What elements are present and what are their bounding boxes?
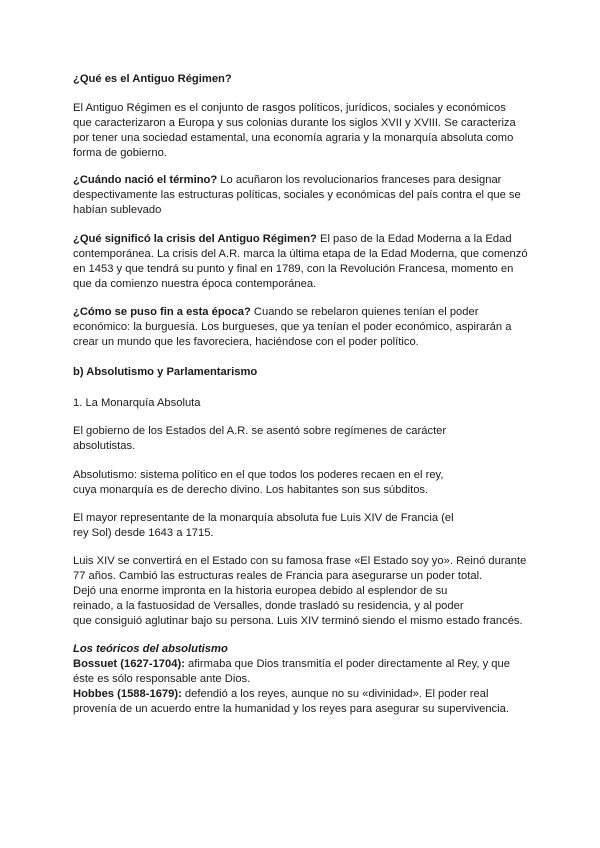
text-line: en 1453 y que tendrá su punto y final en 1789, con la Revolución Francesa, momento en [73, 263, 514, 275]
text-line: El Antiguo Régimen es el conjunto de rasgos políticos, jurídicos, sociales y económicos [73, 102, 506, 114]
answer-start: Cuando se rebelaron quienes tenían el poder [250, 306, 479, 318]
text-line: Luis XIV se convertirá en el Estado con su famosa frase «El Estado soy yo». Reinó durante [73, 555, 527, 567]
question-origin-term: ¿Cuándo nació el término? [73, 174, 218, 186]
text-line: cuya monarquía es de derecho divino. Los habitantes son sus súbditos. [73, 484, 429, 496]
text-line: Absolutismo: sistema político en el que todos los poderes recaen en el rey, [73, 469, 444, 481]
paragraph-luis-xiv [73, 511, 454, 541]
text-line: forma de gobierno. [73, 147, 167, 159]
question-end-of-era: ¿Cómo se puso fin a esta época? [73, 306, 251, 318]
text-line: que da comienzo nuestra época contemporánea. [73, 278, 317, 290]
paragraph-teoricos [73, 657, 510, 717]
text-line: reinado, a la fastuosidad de Versalles, donde trasladó su residencia, y al poder [73, 600, 464, 612]
text-line [73, 657, 510, 672]
text-line: absolutistas. [73, 440, 136, 452]
text-line: Dejó una enorme impronta en la historia europea debido al esplendor de su [73, 585, 448, 597]
paragraph-absolutismo-def [73, 468, 443, 498]
bossuet-text: afirmaba que Dios transmitía el poder directamente al Rey, y que [184, 658, 510, 670]
text-line: por tener una sociedad estamental, una economía agraria y la monarquía absoluta como [73, 132, 514, 144]
text-line [73, 305, 511, 320]
hobbes-text: defendió a los reyes, aunque no su «divinidad». El poder real [181, 688, 489, 700]
heading-monarquia-absoluta: 1. La Monarquía Absoluta [73, 397, 201, 409]
text-line: habían sublevado [73, 204, 162, 216]
text-line [73, 173, 521, 188]
text-line: 77 años. Cambió las estructuras reales de Francia para asegurarse un poder total. [73, 570, 483, 582]
text-line: éste es sólo responsable ante Dios. [73, 673, 251, 685]
text-line: que consiguió aglutinar bajo su persona. Luis XIV terminó siendo el mismo estado francés. [73, 615, 523, 627]
heading-teoricos: Los teóricos del absolutismo [73, 643, 228, 655]
text-line: El mayor representante de la monarquía absoluta fue Luis XIV de Francia (el [73, 512, 454, 524]
text-line: que caracterizaron a Europa y sus colonias durante los siglos XVII y XVIII. Se caracteriza [73, 117, 516, 129]
text-line: provenía de un acuerdo entre la humanidad y los reyes para asegurar su supervivencia. [73, 703, 509, 715]
text-line: rey Sol) desde 1643 a 1715. [73, 527, 214, 539]
paragraph-gobierno [73, 424, 446, 454]
answer-start: Lo acuñaron los revolucionarios franceses para designar [217, 174, 502, 186]
paragraph-estado-soy-yo [73, 554, 526, 629]
paragraph-origin-term [73, 173, 521, 218]
paragraph-end-of-era [73, 305, 511, 350]
heading-absolutismo-parlamentarismo: b) Absolutismo y Parlamentarismo [73, 366, 258, 378]
text-line: despectivamente las estructuras políticas, sociales y económicas del país contra el que se [73, 189, 521, 201]
heading-antiguo-regimen: ¿Qué es el Antiguo Régimen? [73, 73, 232, 85]
paragraph-definition [73, 101, 516, 161]
paragraph-crisis [73, 232, 528, 292]
answer-start: El paso de la Edad Moderna a la Edad [316, 233, 512, 245]
name-hobbes: Hobbes (1588-1679): [73, 688, 182, 700]
text-line: El gobierno de los Estados del A.R. se asentó sobre regímenes de carácter [73, 425, 447, 437]
text-line [73, 687, 510, 702]
name-bossuet: Bossuet (1627-1704): [73, 658, 185, 670]
question-crisis: ¿Qué significó la crisis del Antiguo Régimen? [73, 233, 317, 245]
text-line [73, 232, 528, 247]
text-line: económico: la burguesía. Los burgueses, que ya tenían el poder económico, aspirarán a [73, 321, 512, 333]
text-line: contemporánea. La crisis del A.R. marca la última etapa de la Edad Moderna, que comenzó [73, 248, 528, 260]
text-line: crear un mundo que les favoreciera, haciéndose con el poder político. [73, 336, 419, 348]
